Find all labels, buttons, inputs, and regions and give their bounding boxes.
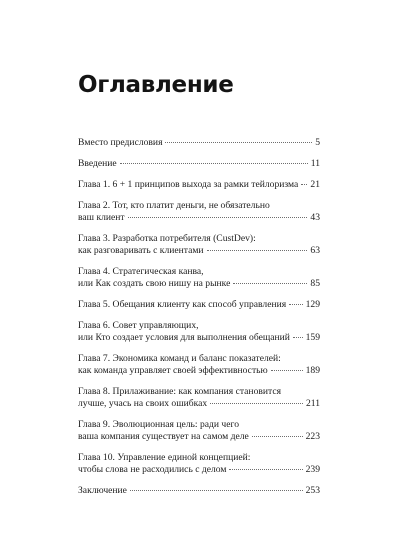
toc-page-number: 239	[305, 464, 320, 475]
toc-entry-title: Глава 7. Экономика команд и баланс показателей:	[78, 353, 281, 364]
toc-entry	[78, 158, 320, 170]
dot-leader	[128, 217, 308, 218]
dot-leader	[301, 184, 307, 185]
toc-entry-title: Глава 5. Обещания клиенту как способ управления	[78, 299, 287, 310]
toc-entry	[78, 179, 320, 191]
toc-entry-title-continued: как команда управляет своей эффективностью	[78, 365, 268, 376]
toc-entry-title: Глава 6. Совет управляющих,	[78, 320, 199, 331]
dot-leader	[293, 337, 303, 338]
toc-entry	[78, 320, 320, 344]
toc-entry-title: Вместо предисловия	[78, 137, 163, 148]
toc-entry	[78, 485, 320, 497]
toc-entry	[78, 353, 320, 377]
toc-page-number: 223	[305, 431, 320, 442]
toc-entry-title: Глава 1. 6 + 1 принципов выхода за рамки тейлоризма	[78, 179, 299, 190]
toc-entry-title-continued: ваш клиент	[78, 212, 125, 223]
toc-entry	[78, 299, 320, 311]
toc-entry	[78, 137, 320, 149]
dot-leader	[130, 490, 303, 491]
toc-entry-title-continued: ваша компания существует на самом деле	[78, 431, 249, 442]
toc-page-number: 21	[310, 179, 320, 190]
toc-page-number: 5	[315, 137, 320, 148]
toc-entry	[78, 386, 320, 410]
page-title: Оглавление	[78, 72, 234, 98]
dot-leader	[120, 163, 308, 164]
toc-page-number: 159	[305, 332, 320, 343]
toc-page-number: 63	[310, 245, 320, 256]
toc-page-number: 253	[305, 485, 320, 496]
toc-entry-title-continued: или Кто создает условия для выполнения обещаний	[78, 332, 290, 343]
toc-entry-title: Глава 8. Прилаживание: как компания становится	[78, 386, 282, 397]
toc-entry-title-continued: лучше, учась на своих ошибках	[78, 398, 208, 409]
toc-entry	[78, 452, 320, 476]
dot-leader	[210, 403, 303, 404]
toc-page-number: 85	[310, 278, 320, 289]
dot-leader	[289, 304, 302, 305]
dot-leader	[229, 469, 302, 470]
toc-page-number: 189	[305, 365, 320, 376]
toc-entry	[78, 419, 320, 443]
toc-page-number: 211	[305, 398, 320, 409]
dot-leader	[233, 283, 307, 284]
toc-entry-title-continued: как разговаривать с клиентами	[78, 245, 204, 256]
toc-page-number: 43	[310, 212, 320, 223]
toc-entry	[78, 233, 320, 257]
toc-entry	[78, 266, 320, 290]
toc-entry-title-continued: или Как создать свою нишу на рынке	[78, 278, 231, 289]
toc-entry-title: Введение	[78, 158, 117, 169]
dot-leader	[207, 250, 308, 251]
toc-entry-title: Глава 2. Тот, кто платит деньги, не обязательно	[78, 200, 270, 211]
toc-entry	[78, 200, 320, 224]
toc-entry-title: Глава 9. Эволюционная цель: ради чего	[78, 419, 240, 430]
dot-leader	[271, 370, 303, 371]
toc-entry-title: Глава 10. Управление единой концепцией:	[78, 452, 251, 463]
toc-entry-title-continued: чтобы слова не расходились с делом	[78, 464, 227, 475]
toc-page-number: 11	[310, 158, 320, 169]
toc-page-number: 129	[305, 299, 320, 310]
dot-leader	[252, 436, 303, 437]
toc-entry-title: Глава 3. Разработка потребителя (CustDev):	[78, 233, 256, 244]
toc-entry-title: Глава 4. Стратегическая канва,	[78, 266, 204, 277]
dot-leader	[165, 142, 312, 143]
toc-entry-title: Заключение	[78, 485, 127, 496]
table-of-contents	[78, 137, 320, 506]
